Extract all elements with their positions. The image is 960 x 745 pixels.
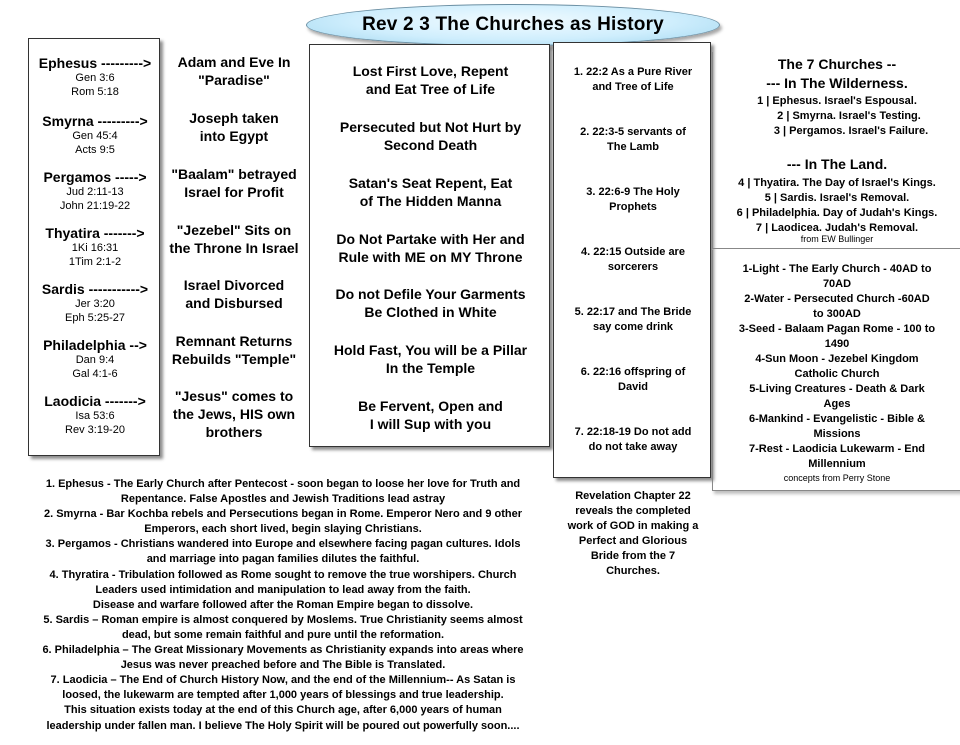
message-line: Do Not Partake with Her and	[336, 231, 525, 247]
rev22-item	[558, 305, 708, 335]
narrative-line: Jesus was never preached before and The Bible is Translated.	[120, 659, 446, 672]
message-item	[310, 174, 551, 210]
summary-line: Bride from the 7	[590, 550, 676, 562]
age-item	[719, 412, 955, 442]
scripture-ref: Gal 4:1-6	[72, 368, 118, 380]
age-line: Missions	[813, 428, 861, 440]
summary-line: work of GOD in making a	[567, 520, 699, 532]
narrative-line: 3. Pergamos - Christians wandered into Europe and elsewhere facing pagan cultures. Idols	[45, 538, 521, 551]
history-line: Joseph taken	[189, 110, 279, 126]
narrative-line: 7. Laodicia – The End of Church History Now, and the end of the Millennium-- As Satan is	[50, 674, 516, 687]
message-item	[310, 341, 551, 377]
scripture-ref: Gen 3:6	[75, 72, 115, 84]
church-name: Philadelphia -->	[43, 337, 147, 353]
page-title: Rev 2 3 The Churches as History	[362, 14, 664, 35]
scripture-ref: Rev 3:19-20	[65, 424, 125, 436]
scripture-ref: Acts 9:5	[75, 144, 115, 156]
age-line: 4-Sun Moon - Jezebel Kingdom	[755, 353, 919, 365]
church-name: Smyrna --------->	[42, 113, 148, 129]
land-item: 5 | Sardis. Israel's Removal.	[764, 192, 910, 204]
history-line: Rebuilds "Temple"	[171, 351, 297, 367]
narrative-line: 6. Philadelphia – The Great Missionary Movements as Christianity expands into areas where	[42, 644, 524, 657]
rev22-line: 2. 22:3-5 servants of	[580, 126, 686, 138]
history-line: Adam and Eve In	[177, 54, 291, 70]
church-entry	[29, 337, 161, 381]
rev22-line: 6. 22:16 offspring of	[580, 366, 686, 378]
message-item	[310, 62, 551, 98]
summary-line: Perfect and Glorious	[578, 535, 688, 547]
message-item	[310, 118, 551, 154]
summary-line: reveals the completed	[575, 505, 691, 517]
church-name: Laodicia ------->	[44, 393, 146, 409]
church-name: Pergamos ----->	[43, 169, 147, 185]
message-line: of The Hidden Manna	[359, 193, 502, 209]
scripture-ref: Rom 5:18	[71, 86, 119, 98]
narrative-line: Emperors, each short lived, begin slaying Christians.	[144, 523, 422, 536]
age-item	[719, 382, 955, 412]
wilderness-heading: The 7 Churches --	[777, 56, 897, 72]
age-line: 3-Seed - Balaam Pagan Rome - 100 to	[738, 323, 936, 335]
wilderness-item: 2 | Smyrna. Israel's Testing.	[777, 110, 921, 122]
rev22-line: 7. 22:18-19 Do not add	[574, 426, 692, 438]
churches-list-box	[28, 38, 160, 456]
scripture-ref: Jud 2:11-13	[66, 186, 124, 198]
history-item	[158, 387, 310, 441]
land-heading: --- In The Land.	[786, 156, 888, 172]
land-item: 7 | Laodicea. Judah's Removal.	[755, 222, 919, 234]
history-item	[158, 109, 310, 145]
title-banner	[306, 4, 720, 46]
age-line: Catholic Church	[794, 368, 880, 380]
age-line: 70AD	[822, 278, 852, 290]
history-line: "Jezebel" Sits on	[176, 222, 292, 238]
church-ages-panel	[712, 250, 960, 491]
narrative-line: loosed, the lukewarm are tempted after 1,000 years of blessings and true leadership.	[62, 689, 504, 702]
perry-stone-credit: concepts from Perry Stone	[783, 473, 891, 483]
history-item	[158, 165, 310, 201]
summary-line: Revelation Chapter 22	[575, 490, 691, 502]
church-entry	[29, 169, 161, 213]
wilderness-item: 1 | Ephesus. Israel's Espousal.	[757, 95, 917, 107]
age-item	[719, 442, 955, 472]
age-item	[719, 262, 955, 292]
history-line: the Jews, HIS own	[172, 406, 296, 422]
history-line: the Throne In Israel	[169, 240, 299, 256]
rev22-line: do not take away	[588, 441, 678, 453]
message-item	[310, 230, 551, 266]
age-item	[719, 352, 955, 382]
summary-line: Churches.	[606, 565, 660, 577]
bullinger-credit: from EW Bullinger	[800, 234, 874, 244]
scripture-ref: Eph 5:25-27	[65, 312, 125, 324]
rev22-line: Prophets	[609, 201, 657, 213]
narrative-line: and marriage into pagan families dilutes the faithful.	[146, 553, 420, 566]
rev22-line: David	[618, 381, 648, 393]
history-line: into Egypt	[199, 128, 269, 144]
history-line: "Baalam" betrayed	[171, 166, 297, 182]
history-line: "Paradise"	[198, 72, 270, 88]
message-line: Hold Fast, You will be a Pillar	[333, 342, 528, 358]
rev22-item	[558, 65, 708, 95]
message-line: I will Sup with you	[369, 416, 492, 432]
rev22-item	[558, 425, 708, 455]
narrative-line: dead, but some remain faithful and pure until the reformation.	[121, 628, 445, 641]
message-line: Be Fervent, Open and	[358, 398, 503, 414]
rev22-item	[558, 125, 708, 155]
church-name: Ephesus --------->	[38, 55, 152, 71]
narrative-line: Leaders used intimidation and manipulation to lead away from the faith.	[95, 583, 471, 596]
scripture-ref: Jer 3:20	[75, 298, 115, 310]
rev22-item	[558, 245, 708, 275]
narrative-line: Disease and warfare followed after the Roman Empire began to dissolve.	[92, 598, 474, 611]
age-item	[719, 292, 955, 322]
church-name: Thyatira ------->	[45, 225, 145, 241]
church-entry	[29, 281, 161, 325]
rev22-line: 3. 22:6-9 The Holy	[586, 186, 680, 198]
rev22-line: 1. 22:2 As a Pure River	[573, 66, 693, 78]
age-line: 6-Mankind - Evangelistic - Bible &	[748, 413, 926, 425]
narrative-line: 1. Ephesus - The Early Church after Pentecost - soon began to loose her love for Truth and	[45, 478, 521, 490]
message-line: Lost First Love, Repent	[352, 63, 509, 79]
history-line: Israel Divorced	[183, 277, 285, 293]
wilderness-item: 3 | Pergamos. Israel's Failure.	[773, 125, 929, 137]
message-line: Satan's Seat Repent, Eat	[348, 175, 513, 191]
history-item	[158, 221, 310, 257]
history-line: "Jesus" comes to	[174, 388, 294, 404]
church-messages-box	[309, 44, 550, 447]
narrative-line: 2. Smyrna - Bar Kochba rebels and Persecutions began in Rome. Emperor Nero and 9 other	[43, 508, 523, 521]
message-item	[310, 397, 551, 433]
rev22-item	[558, 185, 708, 215]
age-line: Millennium	[808, 458, 866, 470]
scripture-ref: 1Tim 2:1-2	[68, 256, 122, 268]
narrative-line: 5. Sardis – Roman empire is almost conquered by Moslems. True Christianity seems almost	[43, 613, 523, 626]
narrative-line: leadership under fallen man. I believe The Holy Spirit will be poured out powerfully soon....	[46, 719, 520, 732]
land-item: 6 | Philadelphia. Day of Judah's Kings.	[736, 207, 938, 219]
church-name: Sardis ----------->	[41, 281, 149, 297]
narrative-line: This situation exists today at the end of this Church age, after 6,000 years of human	[64, 704, 502, 717]
rev22-line: and Tree of Life	[592, 81, 674, 93]
history-line: brothers	[205, 424, 263, 440]
revelation-22-box	[553, 42, 711, 478]
message-line: Do not Defile Your Garments	[335, 286, 526, 302]
church-entry	[29, 113, 161, 157]
message-line: and Eat Tree of Life	[365, 81, 496, 97]
history-item	[158, 53, 310, 89]
narrative-line: 4. Thyratira - Tribulation followed as Rome sought to remove the true worshipers. Church	[49, 568, 517, 581]
church-entry	[29, 55, 161, 99]
age-line: 1-Light - The Early Church - 40AD to	[742, 263, 932, 275]
age-line: 5-Living Creatures - Death & Dark	[749, 383, 925, 395]
history-line: Remnant Returns	[175, 333, 293, 349]
wilderness-land-panel	[712, 52, 960, 249]
age-item	[719, 322, 955, 352]
history-line: Israel for Profit	[184, 184, 284, 200]
message-line: In the Temple	[385, 360, 476, 376]
rev22-line: sorcerers	[607, 261, 659, 273]
rev22-line: The Lamb	[607, 141, 659, 153]
scripture-ref: Gen 45:4	[72, 130, 118, 142]
message-item	[310, 285, 551, 321]
rev22-line: 5. 22:17 and The Bride	[574, 306, 692, 318]
revelation-22-summary	[555, 489, 711, 579]
rev22-line: say come drink	[592, 321, 674, 333]
church-entry	[29, 393, 161, 437]
history-item	[158, 332, 310, 368]
land-item: 4 | Thyatira. The Day of Israel's Kings.	[738, 177, 936, 189]
history-narrative	[8, 477, 558, 734]
scripture-ref: John 21:19-22	[59, 200, 131, 212]
message-line: Second Death	[383, 137, 478, 153]
church-entry	[29, 225, 161, 269]
wilderness-subheading: --- In The Wilderness.	[766, 75, 908, 91]
message-line: Persecuted but Not Hurt by	[339, 119, 522, 135]
history-line: and Disbursed	[185, 295, 283, 311]
age-line: 7-Rest - Laodicia Lukewarm - End	[748, 443, 926, 455]
scripture-ref: Isa 53:6	[75, 410, 115, 422]
age-line: 2-Water - Persecuted Church -60AD	[744, 293, 930, 305]
message-line: Be Clothed in White	[364, 304, 497, 320]
history-item	[158, 276, 310, 312]
scripture-ref: Dan 9:4	[75, 354, 115, 366]
age-line: Ages	[823, 398, 851, 410]
narrative-line: Repentance. False Apostles and Jewish Traditions lead astray	[120, 493, 446, 506]
message-line: Rule with ME on MY Throne	[338, 249, 523, 265]
age-line: 1490	[824, 338, 850, 350]
rev22-line: 4. 22:15 Outside are	[581, 246, 685, 258]
age-line: to 300AD	[813, 308, 861, 320]
scripture-ref: 1Ki 16:31	[71, 242, 119, 254]
rev22-item	[558, 365, 708, 395]
